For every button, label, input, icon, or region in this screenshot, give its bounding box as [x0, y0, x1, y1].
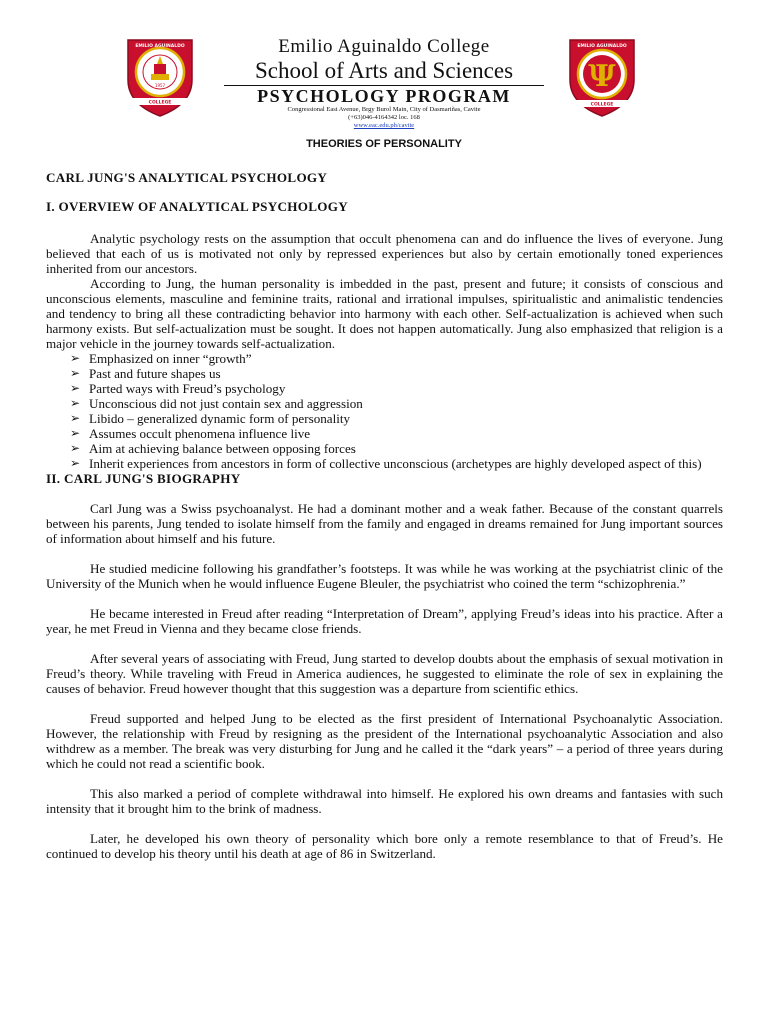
document-header [0, 36, 768, 129]
address-line: Congressional East Avenue, Brgy Burol Main, City of Dasmariñas, Cavite [287, 106, 481, 113]
arrow-bullet-icon: ➢ [70, 381, 81, 395]
school-name: School of Arts and Sciences [224, 58, 544, 86]
list-item: ➢ Libido – generalized dynamic form of personality [70, 411, 351, 426]
paragraph: After several years of associating with Freud, Jung started to develop doubts about the emphasis of sexual motivation in Freud’s theory. While traveling with Freud in America audiences, he suggested to eliminate the role of sex in explaining the causes of behavior. Freud however thought that this suggestion was a departure from scientific ethics. [46, 651, 723, 696]
list-item: ➢ Parted ways with Freud’s psychology [70, 381, 286, 396]
svg-text:EMILIO AGUINALDO: EMILIO AGUINALDO [577, 44, 627, 49]
svg-text:COLLEGE: COLLEGE [590, 102, 614, 108]
list-item: ➢ Inherit experiences from ancestors in form of collective unconscious (archetypes are highly developed aspect of this) [70, 456, 702, 471]
arrow-bullet-icon: ➢ [70, 351, 81, 365]
paragraph: Later, he developed his own theory of personality which bore only a remote resemblance to that of Freud’s. He continued to develop his theory until his death at age of 86 in Switzerland. [46, 831, 723, 861]
paragraph: Analytic psychology rests on the assumption that occult phenomena can and do influence the lives of everyone. Jung believed that each of us is motivated not only by repressed experiences but also by certain emotionally toned experiences inherited from our ancestors. [46, 231, 723, 276]
paragraph: He became interested in Freud after reading “Interpretation of Dream”, applying Freud’s ideas into his practice. After a year, he met Freud in Vienna and they became close friends. [46, 606, 723, 636]
arrow-bullet-icon: ➢ [70, 366, 81, 380]
svg-text:1957: 1957 [154, 83, 166, 88]
arrow-bullet-icon: ➢ [70, 426, 81, 440]
key-points-list [46, 351, 723, 471]
paragraph: He studied medicine following his grandfather’s footsteps. It was while he was working at the psychiatrist clinic of the University of the Munich when he would influence Eugene Bleuler, the psychiatrist who coined the term “schizophrenia.” [46, 561, 723, 591]
college-seal-icon [124, 36, 196, 118]
svg-text:COLLEGE: COLLEGE [148, 100, 172, 106]
paragraph: According to Jung, the human personality is imbedded in the past, present and future; it consists of conscious and unconscious elements, masculine and feminine traits, rational and irrational impulses, spiritualistic and animalistic tendencies and tendency to bring all these contradicting behavior into harmony with each other. Self-actualization is achieved when such harmony exists. But self-actualization must be sought. It does not happen automatically. Jung also emphasized that religion is a major vehicle in the journey towards self-actualization. [46, 276, 723, 351]
program-name: PSYCHOLOGY PROGRAM [257, 86, 511, 106]
phone-line: (+63)046-4164342 loc. 168 [348, 114, 420, 121]
section2-heading: II. CARL JUNG'S BIOGRAPHY [46, 471, 241, 486]
arrow-bullet-icon: ➢ [70, 411, 81, 425]
list-item: ➢ Emphasized on inner “growth” [70, 351, 252, 366]
arrow-bullet-icon: ➢ [70, 441, 81, 455]
college-name: Emilio Aguinaldo College [278, 36, 490, 57]
arrow-bullet-icon: ➢ [70, 396, 81, 410]
list-item: ➢ Unconscious did not just contain sex and aggression [70, 396, 363, 411]
document-body [46, 170, 723, 861]
svg-text:EMILIO AGUINALDO: EMILIO AGUINALDO [135, 44, 185, 49]
psychology-seal-icon [566, 36, 638, 118]
document-title: THEORIES OF PERSONALITY [306, 138, 462, 150]
arrow-bullet-icon: ➢ [70, 456, 81, 470]
list-item: ➢ Past and future shapes us [70, 366, 221, 381]
paragraph: Freud supported and helped Jung to be elected as the first president of International Psychoanalytic Association. However, the relationship with Freud by resigning as the president of the International psychoanalytic Association and also withdrew as a member. The break was very disturbing for Jung and he called it the “dark years” – a period of three years during which he could not read a scientific book. [46, 711, 723, 771]
section1-heading: I. OVERVIEW OF ANALYTICAL PSYCHOLOGY [46, 199, 348, 214]
website-link[interactable]: www.eac.edu.ph/cavite [353, 122, 415, 129]
paragraph: Carl Jung was a Swiss psychoanalyst. He had a dominant mother and a weak father. Because of the constant quarrels between his parents, Jung tended to isolate himself from the family and engaged in dreams remained for Jung important sources of information about himself and his future. [46, 501, 723, 546]
list-item: ➢ Assumes occult phenomena influence live [70, 426, 311, 441]
svg-text:Ψ: Ψ [588, 59, 616, 94]
header-titles [224, 36, 544, 130]
section-title: CARL JUNG'S ANALYTICAL PSYCHOLOGY [46, 170, 328, 185]
paragraph: This also marked a period of complete withdrawal into himself. He explored his own dreams and fantasies with such intensity that it brought him to the brink of madness. [46, 786, 723, 816]
list-item: ➢ Aim at achieving balance between opposing forces [70, 441, 356, 456]
